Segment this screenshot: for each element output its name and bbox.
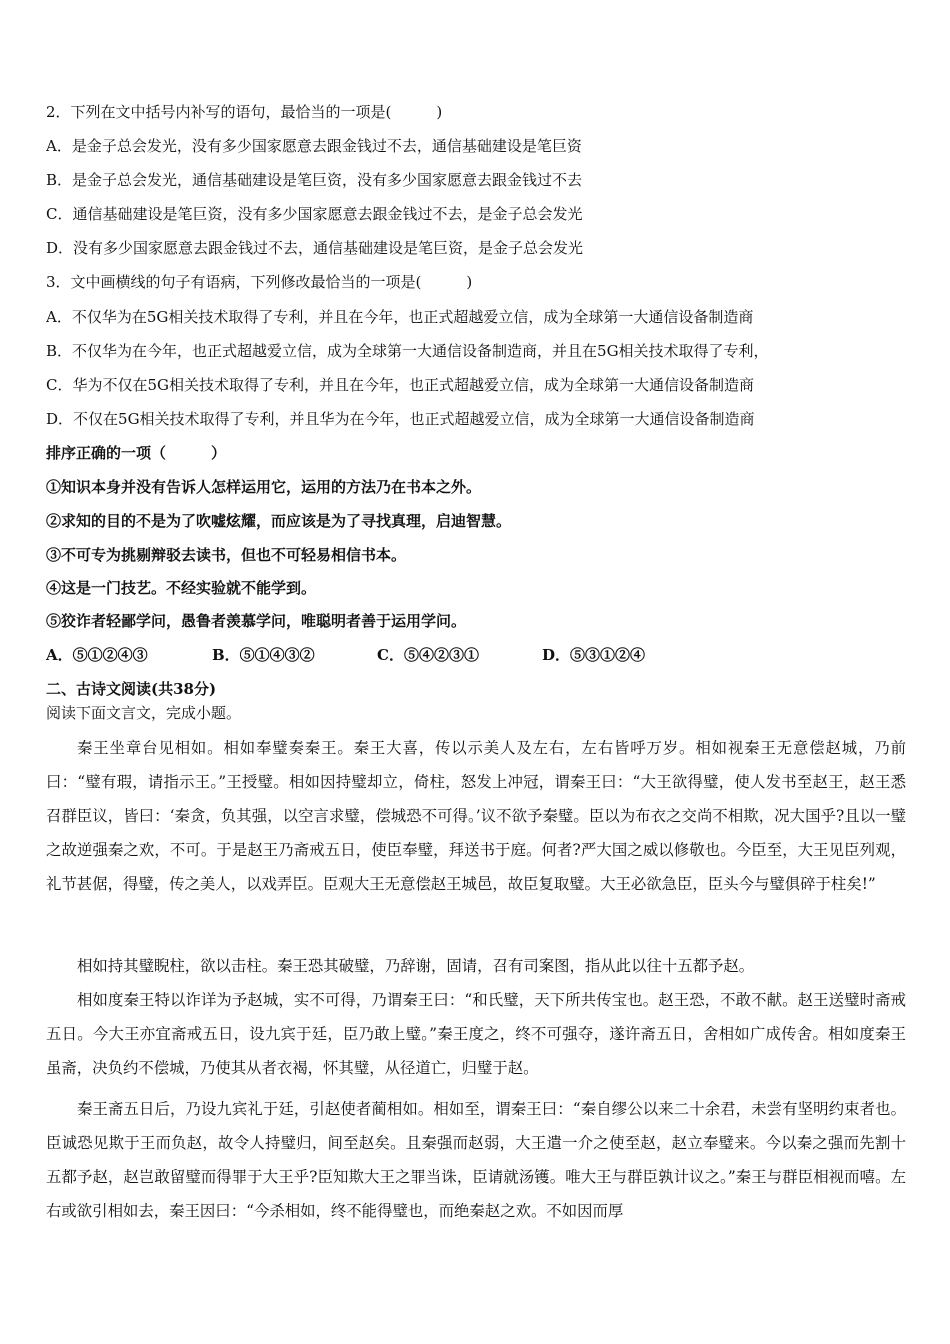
question-2-option-c: C．通信基础建设是笔巨资，没有多少国家愿意去跟金钱过不去，是金子总会发光 xyxy=(46,205,583,223)
question-4-item-1: ①知识本身并没有告诉人怎样运用它，运用的方法乃在书本之外。 xyxy=(46,478,482,496)
question-2-option-a: A．是金子总会发光，没有多少国家愿意去跟金钱过不去，通信基础建设是笔巨资 xyxy=(46,137,582,155)
question-3-option-d: D．不仅在5G相关技术取得了专利，并且华为在今年，也正式超越爱立信，成为全球第一大通信设备制造商 xyxy=(46,410,755,428)
question-4-item-2: ②求知的目的不是为了吹嘘炫耀，而应该是为了寻找真理，启迪智慧。 xyxy=(46,512,512,530)
question-4-option-d: D．⑤③①②④ xyxy=(542,646,646,664)
question-3-stem: 3．文中画横线的句子有语病，下列修改最恰当的一项是( ) xyxy=(46,273,473,291)
question-4-option-c: C．⑤④②③① xyxy=(377,646,479,664)
question-4-item-3: ③不可专为挑剔辩驳去读书，但也不可轻易相信书本。 xyxy=(46,546,407,564)
question-4-item-4: ④这是一门技艺。不经实验就不能学到。 xyxy=(46,579,317,597)
section-2-instruction: 阅读下面文言文，完成小题。 xyxy=(46,704,242,722)
question-2-option-d: D．没有多少国家愿意去跟金钱过不去，通信基础建设是笔巨资，是金子总会发光 xyxy=(46,239,584,257)
passage-paragraph-2: 相如持其璧睨柱，欲以击柱。秦王恐其破璧，乃辞谢，固请，召有司案图，指从此以往十五都予赵。 xyxy=(77,957,755,975)
question-4-option-b: B．⑤①④③② xyxy=(212,646,315,664)
question-4-item-5: ⑤狡诈者轻鄙学问，愚鲁者羡慕学问，唯聪明者善于运用学问。 xyxy=(46,612,467,630)
question-3-option-c: C．华为不仅在5G相关技术取得了专利，并且在今年，也正式超越爱立信，成为全球第一大通信设备制造商 xyxy=(46,376,755,394)
question-4-stem: 排序正确的一项（ ） xyxy=(46,444,227,462)
question-3-option-b: B．不仅华为在今年，也正式超越爱立信，成为全球第一大通信设备制造商，并且在5G相关技术取得了专利， xyxy=(46,342,769,360)
passage-paragraph-1: 秦王坐章台见相如。相如奉璧奏秦王。秦王大喜，传以示美人及左右，左右皆呼万岁。相如视秦王无意偿赵城，乃前曰：“璧有瑕，请指示王。”王授璧。相如因持璧却立，倚柱，怒发上冲冠，谓秦王曰：“大王欲得璧，使人发书至赵王，赵王悉召群臣议，皆曰：‘秦贪，负其强，以空言求璧，偿城恐不可得。’议不欲予秦璧。臣以为布衣之交尚不相欺，况大国乎?且以一璧之故逆强秦之欢，不可。于是赵王乃斋戒五日，使臣奉璧，拜送书于庭。何者?严大国之威以修敬也。今臣至，大王见臣列观，礼节甚倨，得璧，传之美人，以戏弄臣。臣观大王无意偿赵王城邑，故臣复取璧。大王必欲急臣，臣头今与璧俱碎于柱矣!” xyxy=(46,739,906,893)
question-3-option-a: A．不仅华为在5G相关技术取得了专利，并且在今年，也正式超越爱立信，成为全球第一大通信设备制造商 xyxy=(46,308,754,326)
passage-paragraph-3: 相如度秦王特以诈详为予赵城，实不可得，乃谓秦王曰：“和氏璧，天下所共传宝也。赵王恐，不敢不献。赵王送璧时斋戒五日。今大王亦宜斋戒五日，设九宾于廷，臣乃敢上璧。”秦王度之，终不可强夺，遂许斋五日，舍相如广成传舍。相如度秦王虽斋，决负约不偿城，乃使其从者衣褐，怀其璧，从径道亡，归璧于赵。 xyxy=(46,991,906,1077)
question-4-option-a: A．⑤①②④③ xyxy=(46,646,148,664)
question-2-option-b: B．是金子总会发光，通信基础建设是笔巨资，没有多少国家愿意去跟金钱过不去 xyxy=(46,171,583,189)
question-2-stem: 2．下列在文中括号内补写的语句，最恰当的一项是( ) xyxy=(46,103,443,121)
passage-paragraph-4: 秦王斋五日后，乃设九宾礼于廷，引赵使者蔺相如。相如至，谓秦王曰：“秦自缪公以来二十余君，未尝有坚明约束者也。臣诚恐见欺于王而负赵，故令人持璧归，间至赵矣。且秦强而赵弱，大王遣一介之使至赵，赵立奉璧来。今以秦之强而先割十五都予赵，赵岂敢留璧而得罪于大王乎?臣知欺大王之罪当诛，臣请就汤镬。唯大王与群臣孰计议之。”秦王与群臣相视而嘻。左右或欲引相如去，秦王因曰：“今杀相如，终不能得璧也，而绝秦赵之欢。不如因而厚 xyxy=(46,1100,906,1220)
section-2-heading: 二、古诗文阅读(共38分) xyxy=(46,680,217,698)
